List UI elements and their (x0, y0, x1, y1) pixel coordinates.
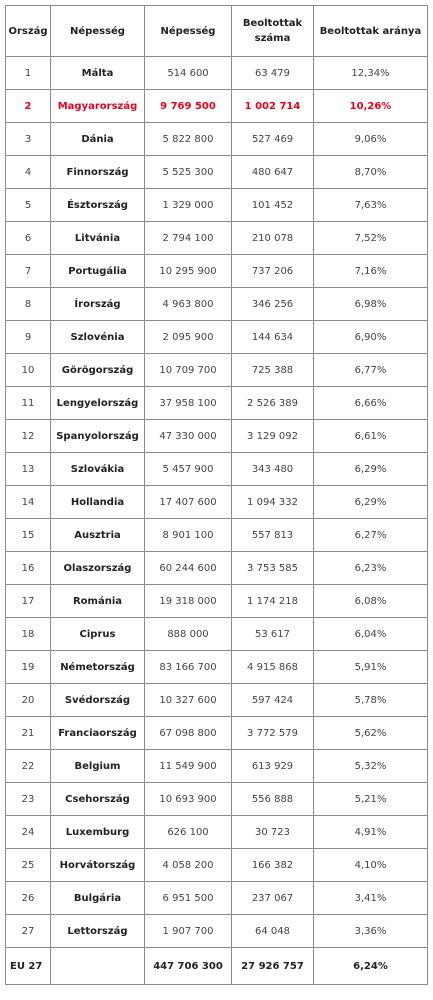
cell-ratio: 6,98% (314, 288, 428, 321)
cell-ratio: 6,29% (314, 486, 428, 519)
cell-rank: 13 (6, 453, 51, 486)
cell-vaccinated: 64 048 (232, 915, 314, 948)
cell-vaccinated: 725 388 (232, 354, 314, 387)
cell-population: 514 600 (145, 57, 232, 90)
table-row (6, 519, 428, 552)
total-country (51, 948, 145, 985)
table-row (6, 123, 428, 156)
cell-country: Málta (51, 57, 145, 90)
cell-rank: 6 (6, 222, 51, 255)
table-header-row (6, 6, 428, 57)
cell-country: Hollandia (51, 486, 145, 519)
cell-country: Bulgária (51, 882, 145, 915)
table-row (6, 882, 428, 915)
cell-country: Írország (51, 288, 145, 321)
cell-population: 4 963 800 (145, 288, 232, 321)
table-row (6, 750, 428, 783)
cell-rank: 1 (6, 57, 51, 90)
cell-country: Románia (51, 585, 145, 618)
cell-vaccinated: 557 813 (232, 519, 314, 552)
cell-country: Ciprus (51, 618, 145, 651)
cell-population: 6 951 500 (145, 882, 232, 915)
cell-population: 60 244 600 (145, 552, 232, 585)
cell-population: 4 058 200 (145, 849, 232, 882)
cell-country: Magyarország (51, 90, 145, 123)
table-row (6, 684, 428, 717)
cell-rank: 7 (6, 255, 51, 288)
cell-rank: 20 (6, 684, 51, 717)
cell-vaccinated: 63 479 (232, 57, 314, 90)
table-row (6, 585, 428, 618)
cell-population: 17 407 600 (145, 486, 232, 519)
table-row (6, 420, 428, 453)
cell-rank: 17 (6, 585, 51, 618)
cell-country: Finnország (51, 156, 145, 189)
table-body (6, 57, 428, 948)
cell-ratio: 5,91% (314, 651, 428, 684)
cell-vaccinated: 480 647 (232, 156, 314, 189)
cell-ratio: 10,26% (314, 90, 428, 123)
table-row (6, 915, 428, 948)
table-row (6, 651, 428, 684)
cell-country: Svédország (51, 684, 145, 717)
cell-ratio: 8,70% (314, 156, 428, 189)
cell-vaccinated: 1 002 714 (232, 90, 314, 123)
cell-vaccinated: 597 424 (232, 684, 314, 717)
cell-country: Olaszország (51, 552, 145, 585)
cell-vaccinated: 30 723 (232, 816, 314, 849)
cell-rank: 21 (6, 717, 51, 750)
table-row (6, 189, 428, 222)
cell-vaccinated: 3 129 092 (232, 420, 314, 453)
table-row (6, 255, 428, 288)
cell-vaccinated: 737 206 (232, 255, 314, 288)
cell-ratio: 6,61% (314, 420, 428, 453)
cell-population: 67 098 800 (145, 717, 232, 750)
table-row (6, 552, 428, 585)
cell-population: 1 907 700 (145, 915, 232, 948)
cell-rank: 24 (6, 816, 51, 849)
cell-country: Spanyolország (51, 420, 145, 453)
cell-vaccinated: 3 772 579 (232, 717, 314, 750)
cell-country: Németország (51, 651, 145, 684)
cell-country: Szlovákia (51, 453, 145, 486)
cell-rank: 16 (6, 552, 51, 585)
cell-rank: 10 (6, 354, 51, 387)
cell-rank: 22 (6, 750, 51, 783)
cell-population: 5 457 900 (145, 453, 232, 486)
table-row (6, 354, 428, 387)
cell-ratio: 6,23% (314, 552, 428, 585)
cell-country: Dánia (51, 123, 145, 156)
cell-population: 19 318 000 (145, 585, 232, 618)
cell-population: 2 794 100 (145, 222, 232, 255)
cell-vaccinated: 237 067 (232, 882, 314, 915)
cell-ratio: 3,36% (314, 915, 428, 948)
cell-vaccinated: 613 929 (232, 750, 314, 783)
table-row (6, 57, 428, 90)
cell-population: 10 327 600 (145, 684, 232, 717)
cell-rank: 9 (6, 321, 51, 354)
cell-ratio: 7,16% (314, 255, 428, 288)
cell-vaccinated: 527 469 (232, 123, 314, 156)
total-label: EU 27 (6, 948, 51, 985)
vaccination-table-container (5, 5, 428, 985)
cell-population: 5 822 800 (145, 123, 232, 156)
cell-country: Szlovénia (51, 321, 145, 354)
cell-rank: 3 (6, 123, 51, 156)
header-country-name: Népesség (51, 6, 145, 57)
table-row (6, 816, 428, 849)
cell-country: Horvátország (51, 849, 145, 882)
cell-ratio: 5,32% (314, 750, 428, 783)
cell-population: 626 100 (145, 816, 232, 849)
cell-ratio: 6,27% (314, 519, 428, 552)
cell-vaccinated: 144 634 (232, 321, 314, 354)
table-row (6, 222, 428, 255)
cell-country: Lettország (51, 915, 145, 948)
cell-ratio: 4,10% (314, 849, 428, 882)
cell-country: Lengyelország (51, 387, 145, 420)
cell-population: 10 693 900 (145, 783, 232, 816)
cell-vaccinated: 166 382 (232, 849, 314, 882)
cell-ratio: 7,63% (314, 189, 428, 222)
table-row (6, 453, 428, 486)
cell-population: 1 329 000 (145, 189, 232, 222)
cell-vaccinated: 1 174 218 (232, 585, 314, 618)
cell-population: 888 000 (145, 618, 232, 651)
cell-ratio: 6,08% (314, 585, 428, 618)
table-row (6, 90, 428, 123)
cell-rank: 26 (6, 882, 51, 915)
header-population: Népesség (145, 6, 232, 57)
cell-vaccinated: 556 888 (232, 783, 314, 816)
cell-population: 9 769 500 (145, 90, 232, 123)
cell-country: Franciaország (51, 717, 145, 750)
table-row (6, 849, 428, 882)
cell-rank: 19 (6, 651, 51, 684)
cell-ratio: 5,21% (314, 783, 428, 816)
cell-population: 37 958 100 (145, 387, 232, 420)
cell-ratio: 4,91% (314, 816, 428, 849)
cell-country: Ausztria (51, 519, 145, 552)
cell-population: 10 709 700 (145, 354, 232, 387)
cell-vaccinated: 210 078 (232, 222, 314, 255)
cell-country: Görögország (51, 354, 145, 387)
cell-vaccinated: 346 256 (232, 288, 314, 321)
cell-ratio: 6,77% (314, 354, 428, 387)
cell-ratio: 12,34% (314, 57, 428, 90)
table-row (6, 618, 428, 651)
cell-ratio: 6,90% (314, 321, 428, 354)
cell-population: 11 549 900 (145, 750, 232, 783)
cell-vaccinated: 4 915 868 (232, 651, 314, 684)
cell-country: Portugália (51, 255, 145, 288)
cell-ratio: 6,04% (314, 618, 428, 651)
cell-ratio: 5,78% (314, 684, 428, 717)
total-vaccinated: 27 926 757 (232, 948, 314, 985)
cell-country: Belgium (51, 750, 145, 783)
cell-vaccinated: 101 452 (232, 189, 314, 222)
cell-rank: 25 (6, 849, 51, 882)
cell-rank: 11 (6, 387, 51, 420)
cell-population: 2 095 900 (145, 321, 232, 354)
total-ratio: 6,24% (314, 948, 428, 985)
cell-rank: 12 (6, 420, 51, 453)
cell-country: Litvánia (51, 222, 145, 255)
cell-vaccinated: 343 480 (232, 453, 314, 486)
cell-rank: 2 (6, 90, 51, 123)
cell-population: 10 295 900 (145, 255, 232, 288)
cell-population: 5 525 300 (145, 156, 232, 189)
cell-country: Csehország (51, 783, 145, 816)
cell-vaccinated: 2 526 389 (232, 387, 314, 420)
cell-rank: 14 (6, 486, 51, 519)
cell-rank: 27 (6, 915, 51, 948)
cell-ratio: 9,06% (314, 123, 428, 156)
cell-rank: 15 (6, 519, 51, 552)
table-total-row (6, 948, 428, 985)
cell-ratio: 6,29% (314, 453, 428, 486)
cell-rank: 23 (6, 783, 51, 816)
table-row (6, 288, 428, 321)
table-row (6, 783, 428, 816)
cell-ratio: 5,62% (314, 717, 428, 750)
cell-vaccinated: 53 617 (232, 618, 314, 651)
table-row (6, 321, 428, 354)
table-row (6, 387, 428, 420)
total-population: 447 706 300 (145, 948, 232, 985)
cell-rank: 4 (6, 156, 51, 189)
cell-country: Luxemburg (51, 816, 145, 849)
table-row (6, 156, 428, 189)
cell-vaccinated: 1 094 332 (232, 486, 314, 519)
cell-population: 47 330 000 (145, 420, 232, 453)
cell-country: Észtország (51, 189, 145, 222)
vaccination-table (5, 5, 428, 985)
header-vaccinated-ratio: Beoltottak aránya (314, 6, 428, 57)
cell-population: 8 901 100 (145, 519, 232, 552)
cell-rank: 18 (6, 618, 51, 651)
table-row (6, 717, 428, 750)
cell-rank: 8 (6, 288, 51, 321)
header-country-rank: Ország (6, 6, 51, 57)
cell-vaccinated: 3 753 585 (232, 552, 314, 585)
cell-rank: 5 (6, 189, 51, 222)
cell-ratio: 6,66% (314, 387, 428, 420)
cell-ratio: 3,41% (314, 882, 428, 915)
cell-population: 83 166 700 (145, 651, 232, 684)
cell-ratio: 7,52% (314, 222, 428, 255)
header-vaccinated-count: Beoltottak száma (232, 6, 314, 57)
table-row (6, 486, 428, 519)
